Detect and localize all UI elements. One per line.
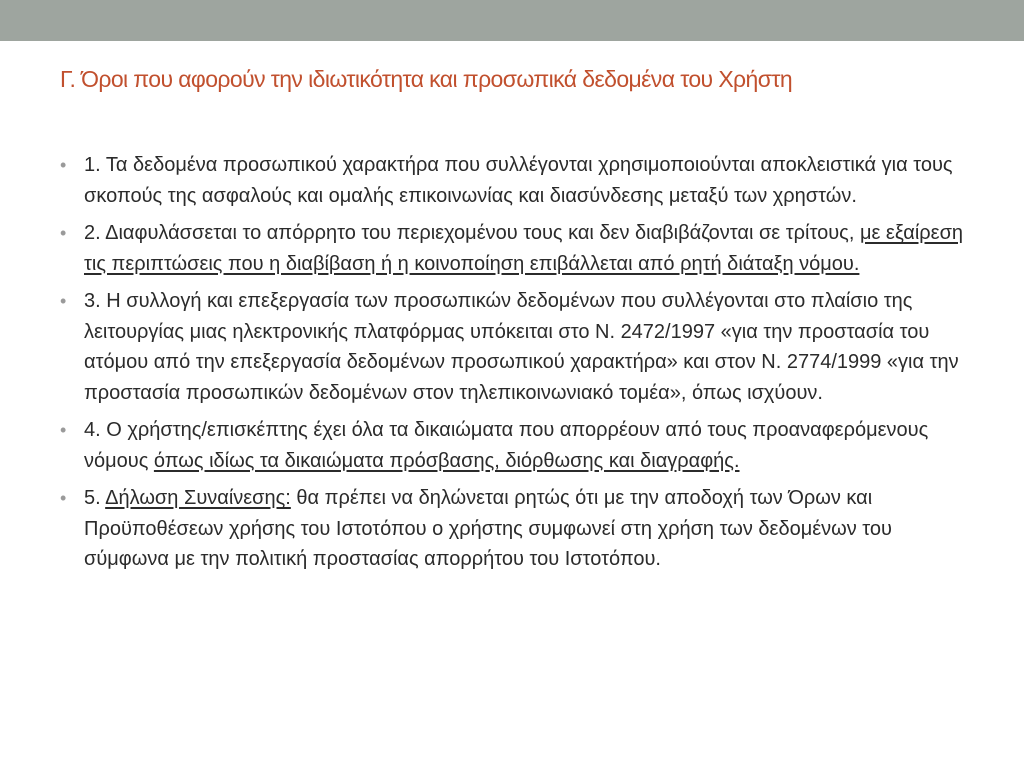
bullet-marker: • bbox=[60, 291, 67, 311]
list-item bbox=[60, 483, 970, 575]
item-text: 4. Ο χρήστης/επισκέπτης έχει όλα τα δικαιώματα που απορρέουν από τους προαναφερόμενους νόμους bbox=[84, 419, 929, 472]
item-text: 3. Η συλλογή και επεξεργασία των προσωπικών δεδομένων που συλλέγονται στο πλαίσιο της λειτουργίας μιας ηλεκτρονικής πλατφόρμας υπόκειται στο Ν. 2472/1997 «για την προστασία του ατόμου από την επεξεργασία δεδομένων προσωπικού χαρακτήρα» και στον Ν. 2774/1999 «για την προστασία προσωπικών δεδομένων στον τηλεπικοινωνιακό τομέα», όπως ισχύουν. bbox=[84, 290, 959, 404]
bullet-marker: • bbox=[60, 223, 67, 243]
list-item bbox=[60, 286, 970, 408]
item-text-underlined: με εξαίρεση τις περιπτώσεις που η διαβίβαση ή η κοινοποίηση επιβάλλεται από ρητή διάταξη νόμου. bbox=[84, 222, 964, 275]
item-text: 2. Διαφυλάσσεται το απόρρητο του περιεχομένου τους και δεν διαβιβάζονται σε τρίτους, bbox=[84, 222, 860, 244]
item-text: 1. Τα δεδομένα προσωπικού χαρακτήρα που συλλέγονται χρησιμοποιούνται αποκλειστικά για τους σκοπούς της ασφαλούς και ομαλής επικοινωνίας και διασύνδεσης μεταξύ των χρηστών. bbox=[84, 154, 953, 207]
bullet-list bbox=[60, 150, 970, 582]
bullet-marker: • bbox=[60, 420, 67, 440]
list-item bbox=[60, 150, 970, 211]
item-text-underlined: όπως ιδίως τα δικαιώματα πρόσβασης, διόρθωσης και διαγραφής. bbox=[153, 449, 740, 472]
bullet-marker: • bbox=[60, 488, 67, 508]
slide-title: Γ. Όροι που αφορούν την ιδιωτικότητα και προσωπικά δεδομένα του Χρήστη bbox=[60, 66, 793, 92]
item-text: 5. bbox=[84, 487, 106, 509]
bullet-marker: • bbox=[60, 155, 67, 175]
list-item bbox=[60, 218, 970, 279]
top-header-bar bbox=[0, 0, 1024, 41]
list-item bbox=[60, 415, 970, 476]
item-text-tail: θα πρέπει να δηλώνεται ρητώς ότι με την αποδοχή των Όρων και Προϋποθέσεων χρήσης του Ιστοτόπου ο χρήστης συμφωνεί στη χρήση των δεδομένων του σύμφωνα με την πολιτική προστασίας απορρήτου του Ιστοτόπου. bbox=[84, 487, 892, 570]
item-text-underlined: Δήλωση Συναίνεσης: bbox=[105, 487, 291, 509]
